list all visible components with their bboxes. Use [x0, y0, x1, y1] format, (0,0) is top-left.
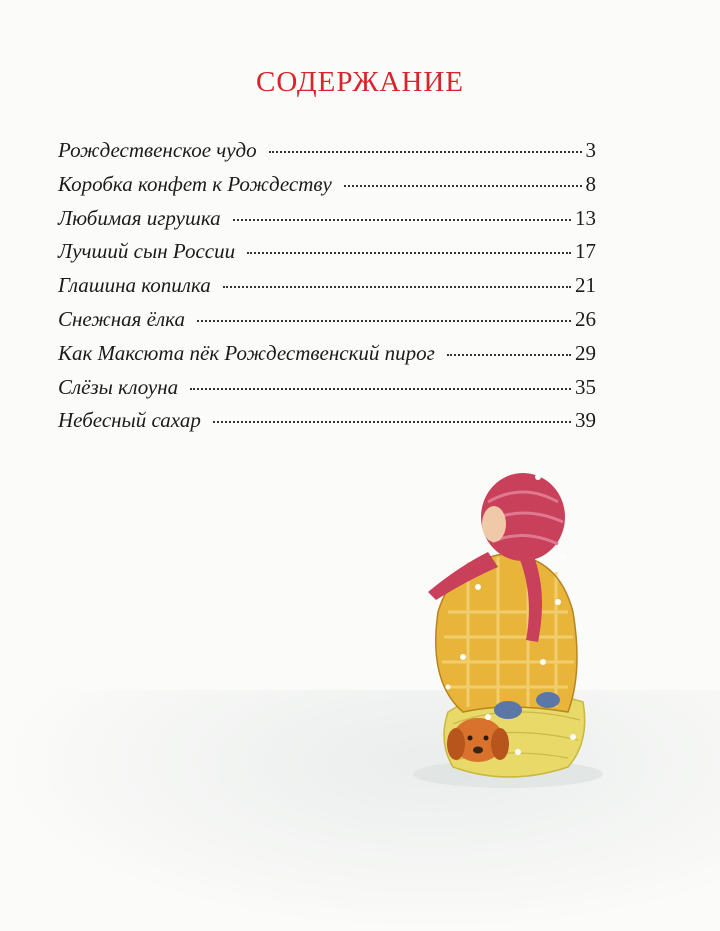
dog-ear-right [491, 728, 509, 760]
toc-entry-page: 8 [585, 171, 596, 196]
page-title: СОДЕРЖАНИЕ [256, 66, 464, 98]
mitten-right [536, 692, 560, 708]
toc-entry[interactable] [58, 408, 596, 442]
toc-entry-page: 29 [575, 340, 596, 365]
toc-leader-dots [233, 219, 571, 221]
toc-leader-dots [197, 320, 571, 322]
toc-entry-page: 21 [575, 273, 596, 298]
toc-leader-dots [269, 151, 582, 153]
toc-entry[interactable] [58, 172, 596, 206]
toc-entry[interactable] [58, 239, 596, 273]
snow-background [0, 690, 720, 931]
toc-entry-title: Любимая игрушка [58, 205, 221, 230]
table-of-contents [58, 138, 596, 442]
toc-entry-page: 3 [585, 138, 596, 162]
toc-entry[interactable] [58, 273, 596, 307]
toc-entry-title: Снежная ёлка [58, 306, 185, 331]
toc-entry[interactable] [58, 375, 596, 409]
toc-entry-page: 35 [575, 374, 596, 399]
toc-entry-title: Как Максюта пёк Рождественский пирог [58, 340, 435, 365]
toc-entry-page: 17 [575, 239, 596, 264]
face-shape [482, 506, 506, 542]
toc-leader-dots [213, 421, 571, 423]
toc-entry-title: Рождественское чудо [58, 138, 257, 162]
toc-entry-title: Слёзы клоуна [58, 374, 179, 399]
toc-entry-page: 13 [575, 205, 596, 230]
toc-leader-dots [344, 185, 582, 187]
toc-entry-page: 26 [575, 306, 596, 331]
toc-entry-title: Коробка конфет к Рождеству [58, 171, 332, 196]
toc-entry[interactable] [58, 138, 596, 172]
toc-entry-title: Лучший сын России [58, 239, 236, 264]
toc-entry[interactable] [58, 206, 596, 240]
toc-entry-title: Небесный сахар [58, 408, 201, 433]
toc-entry-page: 39 [575, 408, 596, 433]
child-with-dog-illustration [408, 462, 608, 792]
dog-nose [473, 747, 483, 754]
dog-ear-left [447, 728, 465, 760]
mitten-left [494, 701, 522, 719]
toc-leader-dots [190, 388, 571, 390]
toc-leader-dots [223, 286, 571, 288]
dog-eye-left [468, 736, 473, 741]
toc-leader-dots [447, 354, 571, 356]
toc-entry[interactable] [58, 307, 596, 341]
toc-leader-dots [247, 252, 571, 254]
toc-entry-title: Глашина копилка [58, 273, 211, 298]
dog-eye-right [484, 736, 489, 741]
toc-entry[interactable] [58, 341, 596, 375]
